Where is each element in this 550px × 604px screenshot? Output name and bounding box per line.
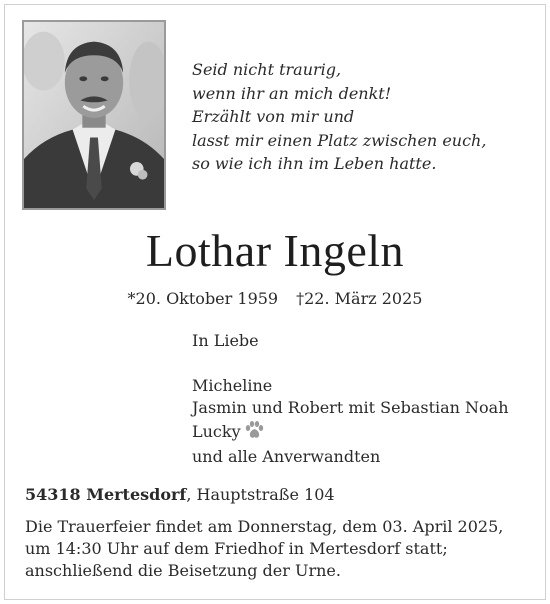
- poem-line: Seid nicht traurig,: [192, 60, 342, 79]
- poem-line: wenn ihr an mich denkt!: [192, 83, 392, 103]
- birth-date: *20. Oktober 1959: [127, 289, 279, 308]
- address-street: , Hauptstraße 104: [186, 485, 335, 504]
- family-intro: In Liebe: [192, 331, 259, 350]
- portrait-photo: [22, 20, 166, 210]
- mourner-line: und alle Anverwandten: [192, 447, 381, 466]
- pet-name: Lucky: [192, 421, 241, 441]
- ceremony-info: [25, 516, 535, 582]
- mourner-line: Jasmin und Robert mit Sebastian Noah: [192, 398, 509, 417]
- ceremony-line: anschließend die Beisetzung der Urne.: [25, 561, 341, 580]
- address-place: 54318 Mertesdorf: [25, 485, 187, 504]
- life-dates: [0, 289, 550, 308]
- mourner-line-pet: [192, 420, 509, 447]
- mourner-line: Micheline: [192, 375, 273, 395]
- ceremony-line: Die Trauerfeier findet am Donnerstag, dem 03. April 2025,: [25, 517, 504, 536]
- poem-line: so wie ich ihn im Leben hatte.: [192, 154, 437, 173]
- poem: [192, 58, 532, 176]
- deceased-name: Lothar Ingeln: [145, 225, 405, 276]
- poem-line: Erzählt von mir und: [192, 107, 355, 126]
- address: [25, 485, 335, 504]
- death-date: †22. März 2025: [296, 289, 423, 308]
- poem-line: lasst mir einen Platz zwischen euch,: [192, 130, 487, 150]
- mourners: [192, 330, 509, 469]
- ceremony-line: um 14:30 Uhr auf dem Friedhof in Mertesdorf statt;: [25, 539, 448, 558]
- paw-icon: [244, 420, 264, 447]
